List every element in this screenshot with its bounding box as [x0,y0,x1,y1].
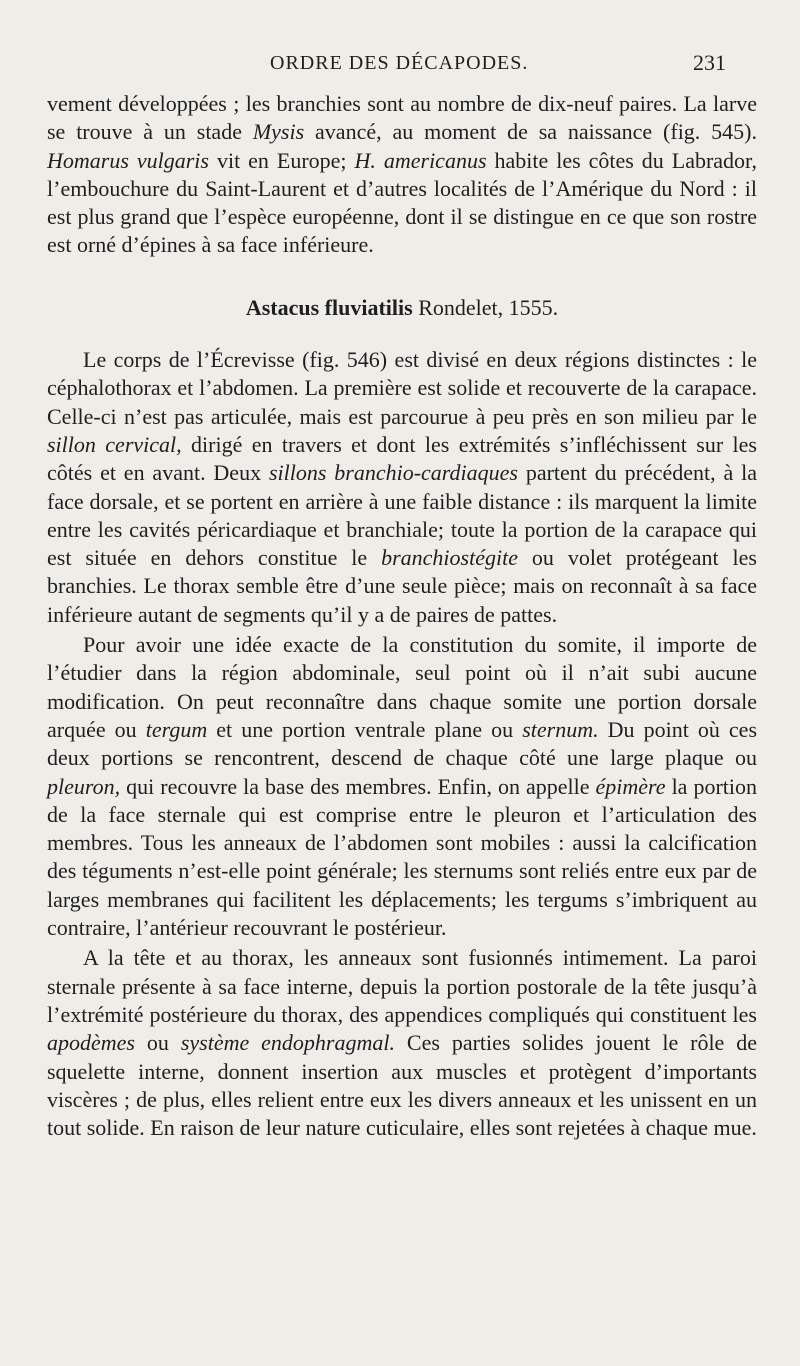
text-run: partent du précédent, à la face dorsale, et se portent en arrière à une faible distance : ils marquent la limite entre les cavités péricardiaque et branchiale; toute la portion de la carapace qui est située en dehors constitue le [47,460,757,571]
text-run: habite les côtes du Labrador, l’embouchure du Saint-Laurent et d’autres localités de l’Amérique du Nord : il est plus grand que l’espèce européenne, dont il se distingue en ce que son rostre est orné d’épines à sa face inférieure. [47,147,757,258]
italic-term: apodèmes [47,1030,135,1056]
text-run: ou [134,1030,181,1056]
page-body [47,90,757,1144]
italic-term: pleuron, [47,773,121,799]
text-run: avancé, au moment de sa naissance (fig. 545). [304,119,758,145]
italic-term: branchiostégite [381,545,518,571]
italic-term: sillons branchio-cardiaques [268,460,518,486]
italic-term: H. americanus [354,147,487,173]
paragraph-somite [47,631,757,942]
italic-term: épimère [595,773,666,799]
italic-term: Mysis [252,119,305,145]
species-name: Astacus fluviatilis [245,294,413,320]
text-run: la portion de la face sternale qui est comprise entre le pleuron et l’articulation des membres. Tous les anneaux de l’abdomen sont mobiles : aussi la calcification des téguments n’est-elle point générale; les sternums sont reliés entre eux par de larges membranes qui facilitent les déplacements; les tergums s’imbriquent au contraire, l’antérieur recouvrant le postérieur. [47,773,757,941]
text-run: vit en Europe; [208,147,355,173]
italic-term: tergum [145,716,208,742]
text-run: qui recouvre la base des membres. Enfin, on appelle [120,773,596,799]
running-title: ORDRE DES DÉCAPODES. [270,52,529,74]
page-number: 231 [693,50,726,75]
text-run: Ces parties solides jouent le rôle de squelette interne, donnent insertion aux muscles et protègent d’importants viscères ; de plus, elles relient entre eux les divers anneaux et les unissent en un tout solide. En raison de leur nature cuticulaire, elles sont rejetées à chaque mue. [47,1030,758,1141]
italic-term: sillon cervical, [47,431,182,457]
text-run: dirigé en travers et dont les extrémités s’infléchissent sur les côtés et en avant. Deux [47,431,757,486]
paragraph-body-regions [47,346,757,629]
text-run: Le corps de l’Écrevisse (fig. 546) est divisé en deux régions distinctes : le céphalothorax et l’abdomen. La première est solide et recouverte de la carapace. Celle-ci n’est pas articulée, mais est parcourue à peu près en son milieu par le [47,347,757,429]
paragraph-homarus [47,90,757,260]
paragraph-head-thorax [47,944,757,1142]
italic-term: Homarus vulgaris [47,147,209,173]
italic-term: sternum. [522,716,599,742]
text-run: Pour avoir une idée exacte de la constitution du somite, il importe de l’étudier dans la région abdominale, seul point où il n’ait subi aucune modification. On peut reconnaître dans chaque somite une portion dorsale arquée ou [47,632,757,742]
section-heading [47,294,757,322]
species-authority: Rondelet, 1555. [412,294,559,320]
text-run: vement développées ; les branchies sont au nombre de dix-neuf paires. La larve se trouve à un stade [47,91,757,145]
page-header [0,46,800,82]
text-run: et une portion ventrale plane ou [207,716,523,742]
italic-term: système endophragmal. [180,1030,395,1056]
text-run: A la tête et au thorax, les anneaux sont fusionnés intimement. La paroi sternale présente à sa face interne, depuis la portion postorale de la tête jusqu’à l’extrémité postérieure du thorax, des appendices compliqués qui constituent les [47,945,757,1027]
text-run: ou volet protégeant les branchies. Le thorax semble être d’une seule pièce; mais on reconnaît à sa face inférieure autant de segments qu’il y a de paires de pattes. [47,545,757,627]
text-run: Du point où ces deux portions se rencontrent, descend de chaque côté une large plaque ou [47,716,758,771]
